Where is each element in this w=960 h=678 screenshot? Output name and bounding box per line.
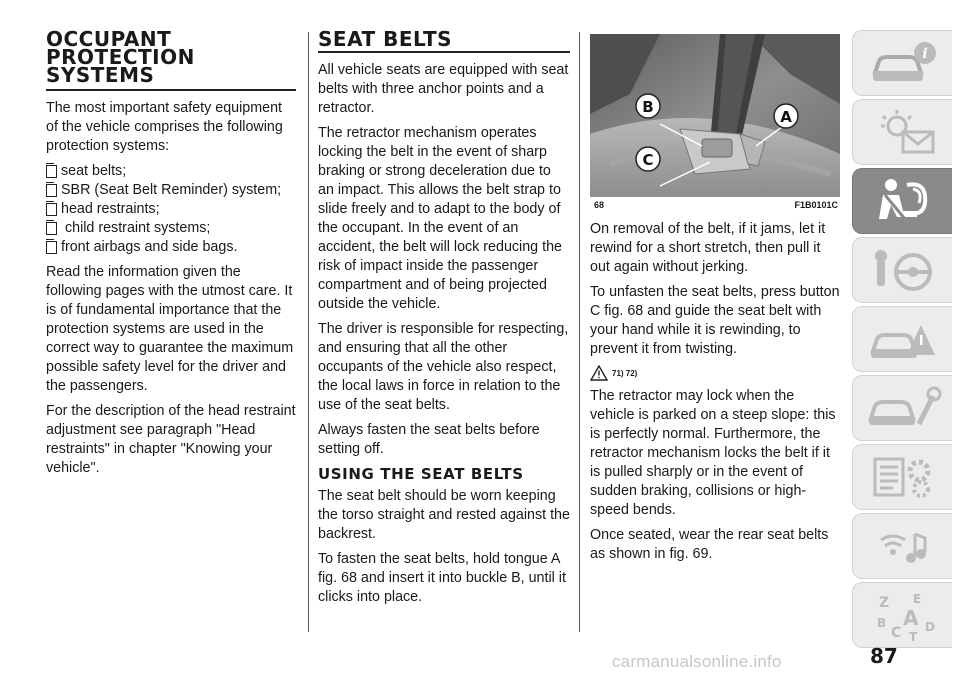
- bullet-icon: [46, 203, 57, 216]
- car-info-icon: [863, 39, 943, 87]
- warning-reference: [590, 365, 842, 381]
- specifications-gears-icon: [863, 453, 943, 501]
- tab-starting-driving[interactable]: [852, 237, 952, 303]
- tab-index[interactable]: [852, 582, 952, 648]
- index-letters-icon: [863, 589, 943, 641]
- emergency-car-icon: [863, 315, 943, 363]
- tab-car-info[interactable]: [852, 30, 952, 96]
- multimedia-icon: [863, 522, 943, 570]
- warning-refs: 71) 72): [612, 369, 638, 378]
- column-seat-belts: [318, 27, 570, 613]
- seat-belts-paragraph: All vehicle seats are equipped with seat belts with three anchor points and a retractor.: [318, 62, 569, 116]
- key-steering-icon: [863, 246, 943, 294]
- figure-code: F1B0101C: [794, 200, 838, 210]
- tab-specifications[interactable]: [852, 444, 952, 510]
- column-divider-2: [579, 32, 580, 632]
- retractor-lock-paragraph: The retractor may lock when the vehicle is parked on a steep slope: this is perfectly normal. Furthermore, the retractor mechanism locks the belt if it is pulled sharply or in the event of sudden braking, collisions or high-speed bends.: [590, 388, 836, 518]
- svg-text:A: A: [902, 606, 918, 630]
- svg-text:D: D: [924, 620, 935, 634]
- seat-belt-figure: [590, 34, 840, 197]
- figure-number: 68: [594, 200, 605, 210]
- chapter-sidebar: [852, 30, 952, 651]
- page-number: 87: [870, 644, 898, 668]
- tab-safety[interactable]: [852, 168, 952, 234]
- rear-belts-paragraph: Once seated, wear the rear seat belts as shown in fig. 69.: [590, 527, 829, 562]
- tab-maintenance[interactable]: [852, 375, 952, 441]
- tab-warning-lights[interactable]: [852, 99, 952, 165]
- column-occupant-protection: [46, 27, 296, 484]
- posture-paragraph: The seat belt should be worn keeping the torso straight and rested against the backrest.: [318, 488, 570, 542]
- protection-systems-list: [46, 162, 296, 257]
- column-divider-1: [308, 32, 309, 632]
- column-seat-belts-continued: [590, 34, 842, 570]
- airbag-seat-icon: [863, 175, 943, 227]
- bullet-icon: [46, 165, 57, 178]
- tab-multimedia[interactable]: [852, 513, 952, 579]
- retractor-paragraph: The retractor mechanism operates locking the belt in the event of sharp braking or strong deceleration due to an impact. This allows the belt strap to slide freely and to adapt to the body of the occupant. In the event of an accident, the belt will lock reducing the risk of impact inside the passenger compartment and of being projected outside the vehicle.: [318, 125, 562, 312]
- warning-lights-icon: [863, 108, 943, 156]
- svg-text:i: i: [921, 46, 928, 62]
- figure-caption: [590, 197, 842, 220]
- bullet-icon: [46, 184, 57, 197]
- figure-label-b: B: [642, 98, 654, 116]
- section-title-seat-belts: SEAT BELTS: [318, 30, 570, 53]
- unfasten-paragraph: To unfasten the seat belts, press button C fig. 68 and guide the seat belt with your hand while it is rewinding, to prevent it from twisting.: [590, 284, 840, 357]
- maintenance-car-icon: [863, 384, 943, 432]
- watermark: carmanualsonline.info: [612, 652, 782, 671]
- subsection-title-using-seat-belts: USING THE SEAT BELTS: [318, 465, 524, 483]
- usage-paragraph: Read the information given the following pages with the utmost care. It is of fundamental importance that the protection systems are used in the correct way to guarantee the maximum possible safety level for the driver and the passengers.: [46, 264, 294, 394]
- warning-triangle-icon: [590, 365, 608, 381]
- section-title-occupant-protection: OCCUPANT PROTECTION SYSTEMS: [46, 30, 296, 91]
- list-item: SBR (Seat Belt Reminder) system;: [46, 181, 296, 200]
- head-restraint-paragraph: For the description of the head restraint adjustment see paragraph "Head restraints" in chapter "Knowing your vehicle".: [46, 403, 296, 476]
- tab-emergency[interactable]: [852, 306, 952, 372]
- list-item: child restraint systems;: [46, 219, 296, 238]
- svg-text:T: T: [908, 630, 917, 641]
- seat-belt-buckle-illustration: [590, 34, 840, 197]
- driver-responsibility-paragraph: The driver is responsible for respecting, and ensuring that all the other occupants of the vehicle also respect, the local laws in force in relation to the use of the seat belts.: [318, 321, 569, 413]
- svg-text:E: E: [912, 592, 921, 606]
- fasten-paragraph: Always fasten the seat belts before setting off.: [318, 422, 540, 457]
- list-item: head restraints;: [46, 200, 296, 219]
- svg-text:C: C: [890, 625, 901, 641]
- fastening-instructions-paragraph: To fasten the seat belts, hold tongue A fig. 68 and insert it into buckle B, until it clicks into place.: [318, 551, 566, 605]
- jam-paragraph: On removal of the belt, if it jams, let it rewind for a short stretch, then pull it out again without jerking.: [590, 221, 826, 275]
- svg-text:Z: Z: [878, 595, 889, 611]
- figure-label-a: A: [780, 108, 792, 126]
- intro-paragraph: The most important safety equipment of the vehicle comprises the following protection systems:: [46, 100, 283, 154]
- bullet-icon: [46, 241, 57, 254]
- list-item: front airbags and side bags.: [46, 238, 296, 257]
- bullet-icon: [46, 222, 57, 235]
- svg-text:B: B: [876, 616, 886, 630]
- figure-label-c: C: [642, 151, 654, 169]
- list-item: seat belts;: [46, 162, 296, 181]
